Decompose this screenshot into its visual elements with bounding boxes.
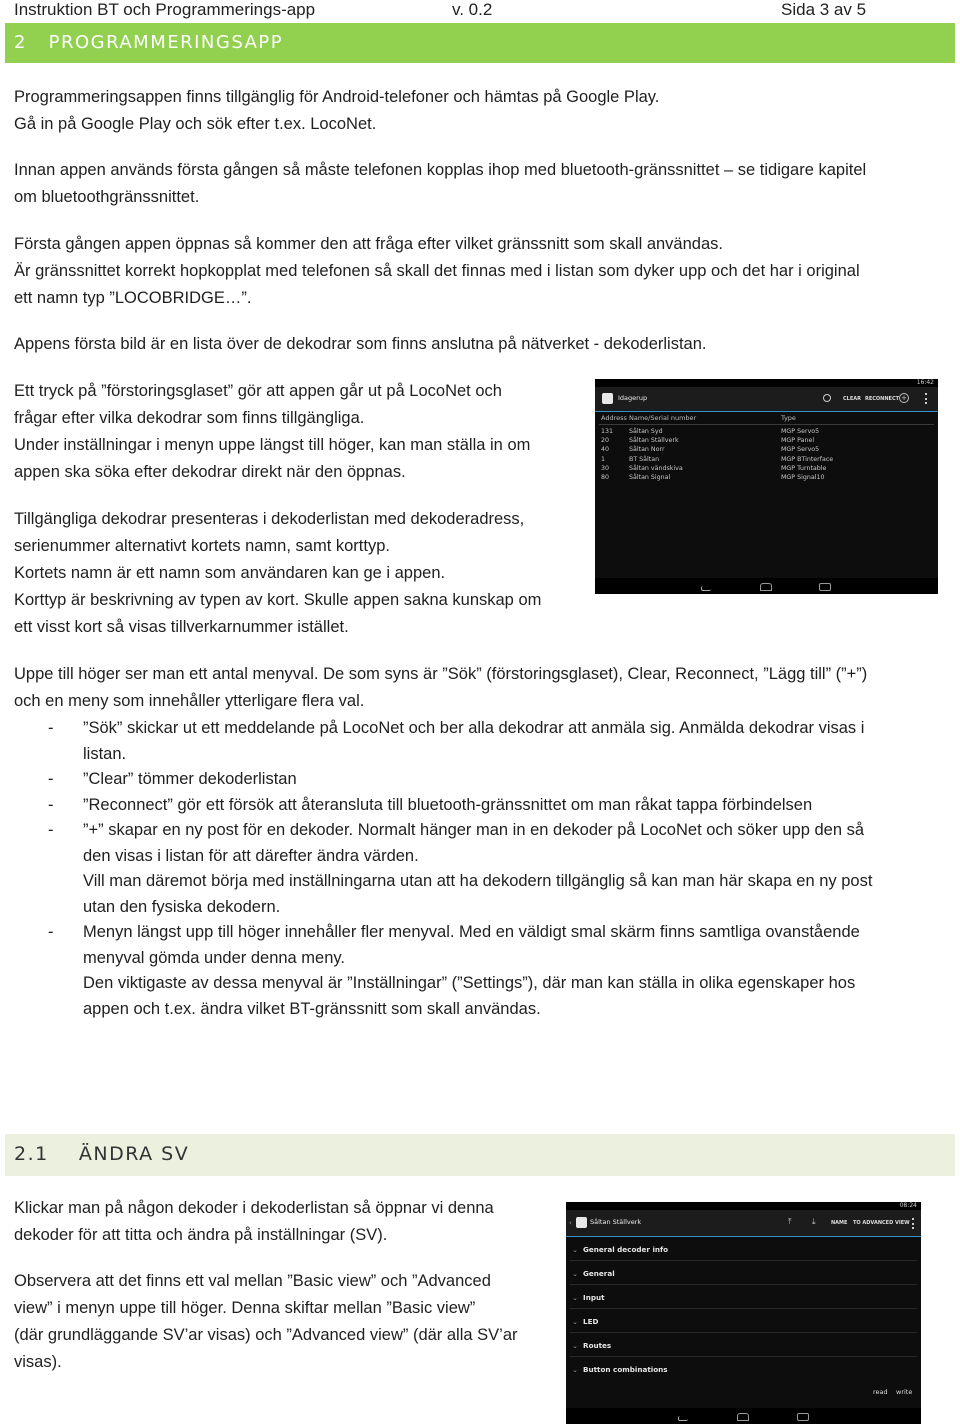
name-action[interactable]: NAME xyxy=(831,1220,848,1226)
clear-action[interactable]: CLEAR xyxy=(843,396,861,402)
decoder-addr: 80 xyxy=(601,474,610,481)
list-item-text: ”Clear” tömmer dekoderlistan xyxy=(83,770,297,788)
chevron-down-icon: ⌄ xyxy=(572,1269,579,1278)
text-line: serienummer alternativt kortets namn, samt korttyp. xyxy=(14,537,390,555)
chevron-down-icon: ⌄ xyxy=(572,1365,579,1374)
status-time: 08:24 xyxy=(899,1202,917,1209)
list-item-text: den visas i listan för att därefter ändra värden. xyxy=(83,846,419,865)
intro-paragraph xyxy=(14,84,659,138)
decoder-list-screenshot xyxy=(595,379,938,594)
list-item-text: utan den fysiska dekodern. xyxy=(83,897,281,916)
status-time: 16:42 xyxy=(916,379,934,386)
decoder-name: Såltan Syd xyxy=(629,428,663,435)
decoder-name: BT Såltan xyxy=(629,455,660,463)
decoder-row[interactable] xyxy=(595,474,938,483)
decoder-addr: 30 xyxy=(601,464,610,472)
settings-section[interactable] xyxy=(572,1245,668,1254)
text-line: om bluetoothgränssnittet. xyxy=(14,188,200,206)
settings-section-label: Input xyxy=(583,1293,605,1302)
chevron-down-icon: ⌄ xyxy=(572,1317,579,1326)
chevron-down-icon: ⌄ xyxy=(572,1341,579,1350)
decoder-name: Såltan Ställverk xyxy=(629,437,679,445)
text-line: Tillgängliga dekodrar presenteras i dekoderlistan med dekoderadress, xyxy=(14,510,525,528)
list-bullet: - xyxy=(48,821,54,839)
list-item-text: Menyn längst upp till höger innehåller fler menyval. Med en väldigt smal skärm finns samtliga ovanstående xyxy=(83,923,860,941)
text-line: ett visst kort så visas tillverkarnummer istället. xyxy=(14,618,349,636)
text-line: Kortets namn är ett namn som användaren kan ge i appen. xyxy=(14,564,446,582)
text-line: Ett tryck på ”förstoringsglaset” gör att appen går ut på LocoNet och xyxy=(14,382,502,400)
status-bar xyxy=(595,379,938,387)
decoder-type: MGP Servo5 xyxy=(781,446,820,454)
section-divider xyxy=(570,1284,917,1285)
search-paragraph xyxy=(14,378,530,486)
decoder-row[interactable] xyxy=(595,446,938,455)
decoder-addr: 1 xyxy=(601,455,606,463)
text-line: frågar efter vilka dekodrar som finns tillgängliga. xyxy=(14,409,365,427)
back-icon[interactable] xyxy=(678,1416,688,1421)
text-line: och en meny som innehåller ytterligare flera val. xyxy=(14,692,365,710)
settings-section[interactable] xyxy=(572,1269,615,1278)
chevron-down-icon: ⌄ xyxy=(572,1293,579,1302)
search-icon[interactable] xyxy=(823,394,831,402)
section-divider xyxy=(570,1260,917,1261)
text-line: (där grundläggande SV’ar visas) och ”Advanced view” (där alla SV’ar xyxy=(14,1326,518,1344)
decoder-type: MGP Servo5 xyxy=(781,428,820,435)
recents-icon[interactable] xyxy=(797,1413,809,1421)
decoder-type: MGP Turntable xyxy=(781,464,827,472)
status-bar xyxy=(566,1202,921,1210)
text-line: Innan appen används första gången så måste telefonen kopplas ihop med bluetooth-gränssnittet – se tidigare kapitel xyxy=(14,161,867,179)
decoder-type: MGP Panel xyxy=(781,437,815,445)
settings-section-label: LED xyxy=(583,1317,599,1326)
list-bullet: - xyxy=(48,923,54,941)
chevron-down-icon: ⌄ xyxy=(572,1245,579,1254)
overflow-menu-icon[interactable] xyxy=(925,393,929,404)
read-button[interactable]: read xyxy=(873,1388,888,1396)
text-line: Uppe till höger ser man ett antal menyval. De som syns är ”Sök” (förstoringsglaset), Clear, Reconnect, ”Lägg till” (”+”) xyxy=(14,665,868,683)
reconnect-action[interactable]: RECONNECT xyxy=(865,396,900,402)
section-divider xyxy=(570,1356,917,1357)
decoder-settings-screenshot xyxy=(566,1202,921,1424)
action-bar xyxy=(595,387,938,412)
list-bullet: - xyxy=(48,770,54,788)
download-icon[interactable]: ⤓ xyxy=(812,1217,816,1226)
decoder-row[interactable] xyxy=(595,456,938,465)
decoder-type: MGP Signal10 xyxy=(781,474,825,481)
decoder-addr: 131 xyxy=(601,428,614,435)
add-icon[interactable]: + xyxy=(899,393,909,403)
settings-section-label: Button combinations xyxy=(583,1365,668,1374)
home-icon[interactable] xyxy=(737,1413,749,1421)
list-item-text: menyval gömda under denna meny. xyxy=(83,948,346,967)
section-divider xyxy=(570,1332,917,1333)
decoder-row[interactable] xyxy=(595,465,938,474)
decoder-type: MGP BTinterface xyxy=(781,455,834,463)
navigation-bar xyxy=(595,578,938,594)
navigation-bar xyxy=(566,1408,921,1424)
text-line: Första gången appen öppnas så kommer den att fråga efter vilket gränssnitt som skall användas. xyxy=(14,235,723,253)
text-line: Programmeringsappen finns tillgänglig för Android-telefoner och hämtas på Google Play. xyxy=(14,88,660,106)
settings-section[interactable] xyxy=(572,1293,605,1302)
home-icon[interactable] xyxy=(760,583,772,591)
app-icon xyxy=(602,393,613,404)
menu-paragraph xyxy=(14,661,867,715)
column-header-type: Type xyxy=(781,414,796,422)
recents-icon[interactable] xyxy=(819,583,831,591)
text-line: appen ska söka efter dekodrar direkt när den öppnas. xyxy=(14,463,406,481)
list-item-text: Vill man däremot börja med inställningarna utan att ha dekodern tillgänglig så kan man här skapa en ny post xyxy=(83,872,873,890)
text-line: Under inställningar i menyn uppe längst till höger, kan man ställa in om xyxy=(14,436,531,454)
settings-section[interactable] xyxy=(572,1365,668,1374)
header-title: Instruktion BT och Programmerings-app xyxy=(14,0,316,19)
overflow-menu-icon[interactable] xyxy=(912,1218,916,1229)
settings-section[interactable] xyxy=(572,1317,599,1326)
text-line: Gå in på Google Play och sök efter t.ex. LocoNet. xyxy=(14,115,377,133)
back-arrow-icon[interactable]: ‹ xyxy=(569,1219,572,1227)
list-item-text: Den viktigaste av dessa menyval är ”Inställningar” (”Settings”), där man kan ställa in olika egenskaper hos xyxy=(83,974,856,992)
pairing-paragraph xyxy=(14,157,866,211)
header-version: v. 0.2 xyxy=(452,0,493,19)
decoder-addr: 20 xyxy=(601,437,610,445)
decoder-name: Såltan Signal xyxy=(629,474,671,481)
header-divider xyxy=(599,424,934,425)
list-bullet: - xyxy=(48,719,54,737)
column-header-name: Name/Serial number xyxy=(629,414,697,422)
decoder-name: Såltan Norr xyxy=(629,446,665,454)
list-bullet: - xyxy=(48,795,54,814)
list-item-text: ”Reconnect” gör ett försök att återansluta till bluetooth-gränssnittet om man råkat tappa förbindelsen xyxy=(83,795,813,814)
subsection-heading: 2.1 ÄNDRA SV xyxy=(14,1143,190,1165)
upload-icon[interactable]: ⤒ xyxy=(788,1217,792,1226)
decoder-row[interactable] xyxy=(595,437,938,446)
app-title: Idagerup xyxy=(618,394,648,402)
view-mode-paragraph xyxy=(14,1268,518,1376)
list-item-text: appen och t.ex. ändra vilket BT-gränssnitt som skall användas. xyxy=(83,999,541,1018)
decoder-title: Såltan Ställverk xyxy=(590,1218,642,1226)
column-header-address: Address xyxy=(601,414,627,422)
settings-section[interactable] xyxy=(572,1341,611,1350)
decoder-info-paragraph xyxy=(14,506,541,641)
decoder-name: Såltan vändskiva xyxy=(629,464,683,472)
decoder-list-paragraph xyxy=(14,331,706,358)
section-heading: 2 PROGRAMMERINGSAPP xyxy=(14,32,284,53)
advanced-view-action[interactable]: TO ADVANCED VIEW xyxy=(853,1220,910,1226)
text-line: Observera att det finns ett val mellan ”Basic view” och ”Advanced xyxy=(14,1272,491,1290)
text-line: Appens första bild är en lista över de dekodrar som finns anslutna på nätverket - dekoderlistan. xyxy=(14,335,707,353)
text-line: Är gränssnittet korrekt hopkopplat med telefonen så skall det finnas med i listan som dyker upp och det har i original xyxy=(14,262,860,280)
settings-section-label: General xyxy=(583,1269,615,1278)
settings-section-label: General decoder info xyxy=(583,1245,669,1254)
app-icon xyxy=(576,1217,587,1228)
decoder-row[interactable] xyxy=(595,428,938,437)
write-button[interactable]: write xyxy=(896,1388,913,1396)
back-icon[interactable] xyxy=(701,586,711,591)
text-line: view” i menyn uppe till höger. Denna skiftar mellan ”Basic view” xyxy=(14,1299,476,1317)
section-divider xyxy=(570,1308,917,1309)
text-line: visas). xyxy=(14,1353,62,1371)
action-bar xyxy=(566,1210,921,1237)
settings-section-label: Routes xyxy=(583,1341,612,1350)
list-item-text: listan. xyxy=(83,744,127,763)
list-item-text: ”Sök” skickar ut ett meddelande på LocoNet och ber alla dekodrar att anmäla sig. Anmälda dekodrar visas i xyxy=(83,719,865,737)
text-line: dekoder för att titta och ändra på inställningar (SV). xyxy=(14,1226,388,1244)
text-line: Klickar man på någon dekoder i dekoderlistan så öppnar vi denna xyxy=(14,1199,494,1217)
text-line: ett namn typ ”LOCOBRIDGE…”. xyxy=(14,289,252,307)
decoder-addr: 40 xyxy=(601,446,610,454)
header-page-number: Sida 3 av 5 xyxy=(781,0,867,19)
text-line: Korttyp är beskrivning av typen av kort. Skulle appen sakna kunskap om xyxy=(14,591,542,609)
edit-sv-paragraph xyxy=(14,1195,494,1249)
list-item-text: ”+” skapar en ny post för en dekoder. Normalt hänger man in en dekoder på LocoNet och söker upp den så xyxy=(83,821,865,839)
first-start-paragraph xyxy=(14,231,860,312)
